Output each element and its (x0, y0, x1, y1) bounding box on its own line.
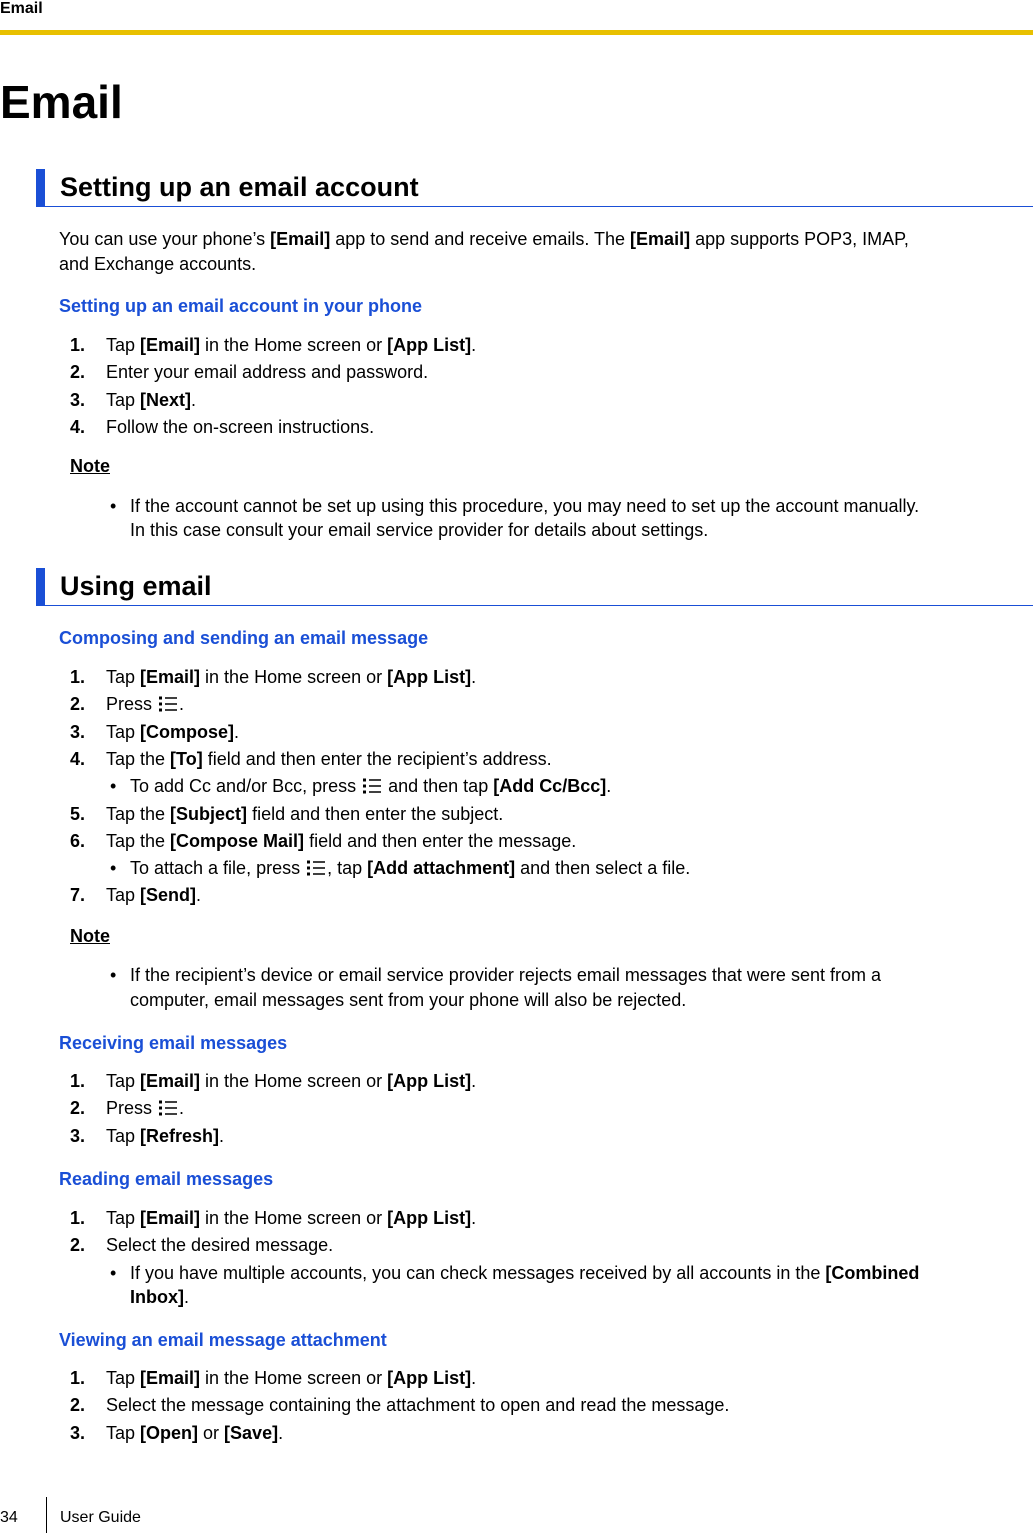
section-heading-using (36, 568, 1033, 606)
step-text: Tap the [To] field and then enter the recipient’s address. (106, 748, 552, 769)
step-text: Tap [Next]. (106, 389, 197, 410)
step-number: 5. (70, 803, 86, 824)
step-number: 1. (70, 1208, 86, 1228)
step-text: Tap the [Compose Mail] field and then enter the message. (106, 830, 577, 851)
step-number: 2. (70, 1235, 86, 1256)
step-text: Press . (106, 1098, 185, 1119)
intro-paragraph: You can use your phone’s [Email] app to send and receive emails. The [Email] app supports POP3, IMAP, (59, 229, 909, 249)
note-text: If the recipient’s device or email service provider rejects email messages that were sent from a (130, 965, 881, 985)
step-text: Follow the on-screen instructions. (106, 416, 375, 437)
menu-icon (363, 778, 381, 795)
note-text-line2: In this case consult your email service provider for details about settings. (130, 520, 709, 540)
subhead-receive: Receiving email messages (59, 1033, 288, 1053)
step-text: Tap the [Subject] field and then enter the subject. (106, 803, 504, 824)
sub-step: If you have multiple accounts, you can check messages received by all accounts in the [Combined (130, 1262, 920, 1283)
step-number: 1. (70, 667, 86, 687)
step-number: 2. (70, 694, 86, 715)
menu-icon (307, 860, 325, 877)
step-number: 4. (70, 748, 86, 769)
bullet-dot: • (110, 1262, 117, 1283)
step-text: Tap [Email] in the Home screen or [App List]. (106, 1368, 477, 1388)
step-number: 2. (70, 1098, 86, 1119)
note-text: If the account cannot be set up using this procedure, you may need to set up the account manually. (130, 496, 920, 516)
bullet-dot: • (110, 965, 117, 985)
step-text: Tap [Open] or [Save]. (106, 1422, 284, 1443)
section-title: Using email (60, 571, 212, 601)
step-text: Tap [Email] in the Home screen or [App List]. (106, 335, 477, 355)
intro-paragraph-line2: and Exchange accounts. (59, 254, 257, 274)
footer-label: User Guide (60, 1509, 141, 1526)
header-rule (0, 30, 1033, 35)
bullet-dot: • (110, 858, 117, 879)
step-number: 1. (70, 335, 86, 355)
subhead-view-attachment: Viewing an email message attachment (59, 1330, 387, 1350)
step-text: Enter your email address and password. (106, 362, 429, 383)
step-text: Select the desired message. (106, 1235, 334, 1256)
subhead-compose: Composing and sending an email message (59, 628, 429, 648)
bullet-dot: • (110, 496, 117, 516)
page-title: Email (0, 76, 123, 128)
section-heading-setup (36, 169, 1033, 207)
step-number: 6. (70, 830, 86, 851)
bullet-dot: • (110, 776, 117, 797)
step-text: Tap [Compose]. (106, 721, 240, 742)
step-number: 3. (70, 1125, 86, 1146)
sub-step: To attach a file, press , tap [Add attachment] and then select a file. (130, 858, 691, 879)
footer-divider (46, 1497, 47, 1533)
step-text: Select the message containing the attachment to open and read the message. (106, 1395, 730, 1416)
sub-step-continued: Inbox]. (130, 1286, 190, 1307)
step-number: 4. (70, 416, 86, 437)
step-number: 3. (70, 389, 86, 410)
step-text: Tap [Email] in the Home screen or [App List]. (106, 667, 477, 687)
step-text: Tap [Refresh]. (106, 1125, 225, 1146)
step-number: 3. (70, 1422, 86, 1443)
step-number: 3. (70, 721, 86, 742)
menu-icon (159, 1100, 177, 1117)
note-text-line2: computer, email messages sent from your phone will also be rejected. (130, 990, 687, 1010)
step-number: 2. (70, 1395, 86, 1416)
subhead-read: Reading email messages (59, 1169, 274, 1189)
step-text: Press . (106, 694, 185, 715)
running-header: Email (0, 0, 43, 17)
page-number: 34 (0, 1509, 18, 1526)
note-label: Note (70, 456, 110, 476)
step-text: Tap [Email] in the Home screen or [App List]. (106, 1071, 477, 1091)
step-number: 2. (70, 362, 86, 383)
sub-step: To add Cc and/or Bcc, press and then tap [Add Cc/Bcc]. (130, 776, 612, 797)
subhead-setup-phone: Setting up an email account in your phone (59, 296, 423, 316)
step-number: 1. (70, 1368, 86, 1388)
note-label: Note (70, 926, 110, 946)
step-number: 1. (70, 1071, 86, 1091)
section-title: Setting up an email account (60, 172, 419, 202)
step-text: Tap [Email] in the Home screen or [App List]. (106, 1208, 477, 1228)
step-text: Tap [Send]. (106, 885, 202, 906)
step-number: 7. (70, 885, 86, 906)
menu-icon (159, 696, 177, 713)
